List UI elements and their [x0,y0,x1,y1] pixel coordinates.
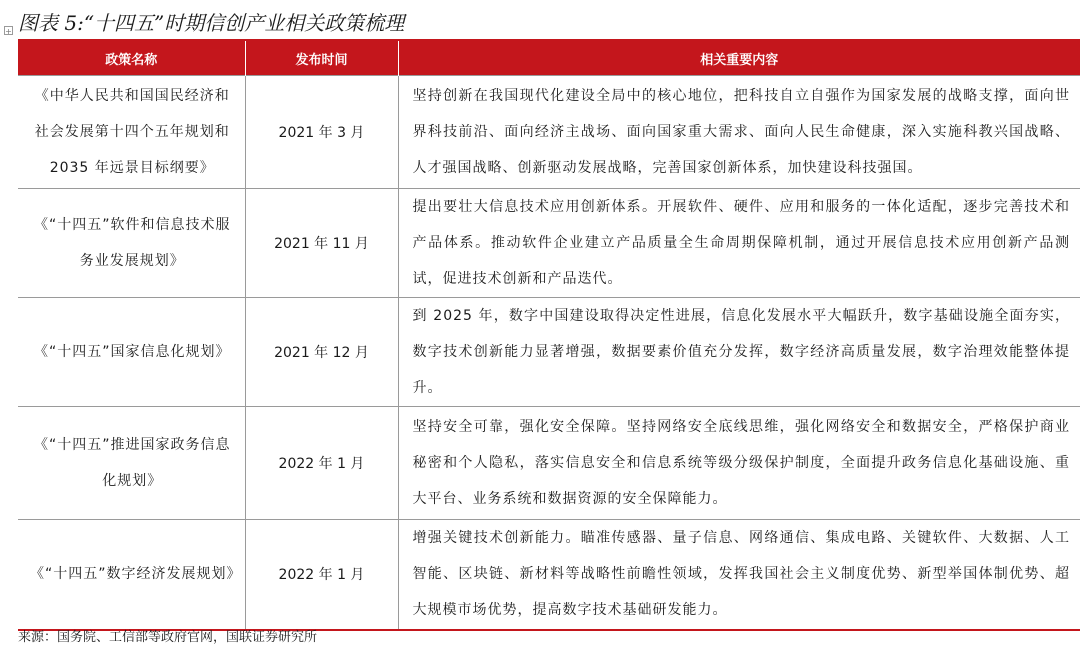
policy-date-cell: 2021 年 12 月 [245,298,398,407]
table-row [18,76,1080,189]
policy-date-cell: 2021 年 3 月 [245,76,398,189]
policy-name-cell: 《“十四五”软件和信息技术服务业发展规划》 [18,189,245,298]
source-note: 来源：国务院、工信部等政府官网，国联证券研究所 [18,630,318,645]
policy-content-cell: 到 2025 年，数字中国建设取得决定性进展，信息化发展水平大幅跃升，数字基础设施全面夯实，数字技术创新能力显著增强，数据要素价值充分发挥，数字经济高质量发展，数字治理效能整体提升。 [398,298,1080,407]
policy-name-cell: 《“十四五”数字经济发展规划》 [18,520,245,630]
table-row [18,189,1080,298]
table-row [18,298,1080,407]
header-key-content: 相关重要内容 [398,41,1080,76]
policy-date-cell: 2021 年 11 月 [245,189,398,298]
policy-content-cell: 增强关键技术创新能力。瞄准传感器、量子信息、网络通信、集成电路、关键软件、大数据、人工智能、区块链、新材料等战略性前瞻性领域，发挥我国社会主义制度优势、新型举国体制优势、超大规模市场优势，提高数字技术基础研发能力。 [398,520,1080,630]
policy-name-cell: 《中华人民共和国国民经济和社会发展第十四个五年规划和 2035 年远景目标纲要》 [18,76,245,189]
policy-table [18,41,1080,631]
policy-content-cell: 提出要壮大信息技术应用创新体系。开展软件、硬件、应用和服务的一体化适配，逐步完善技术和产品体系。推动软件企业建立产品质量全生命周期保障机制，通过开展信息技术应用创新产品测试，促进技术创新和产品迭代。 [398,189,1080,298]
table-header-row [18,41,1080,76]
header-policy-name: 政策名称 [18,41,245,76]
figure-title: 图表 5:“十四五”时期信创产业相关政策梳理 [18,11,405,35]
policy-name-cell: 《“十四五”国家信息化规划》 [18,298,245,407]
table-row [18,407,1080,520]
policy-content-cell: 坚持安全可靠，强化安全保障。坚持网络安全底线思维，强化网络安全和数据安全，严格保护商业秘密和个人隐私，落实信息安全和信息系统等级分级保护制度，全面提升政务信息化基础设施、重大平台、业务系统和数据资源的安全保障能力。 [398,407,1080,520]
table-row [18,520,1080,630]
policy-date-cell: 2022 年 1 月 [245,407,398,520]
header-release-date: 发布时间 [245,41,398,76]
policy-name-cell: 《“十四五”推进国家政务信息化规划》 [18,407,245,520]
table-anchor-icon: + [5,27,12,36]
policy-content-cell: 坚持创新在我国现代化建设全局中的核心地位，把科技自立自强作为国家发展的战略支撑，面向世界科技前沿、面向经济主战场、面向国家重大需求、面向人民生命健康，深入实施科教兴国战略、人才强国战略、创新驱动发展战略，完善国家创新体系，加快建设科技强国。 [398,76,1080,189]
policy-date-cell: 2022 年 1 月 [245,520,398,630]
